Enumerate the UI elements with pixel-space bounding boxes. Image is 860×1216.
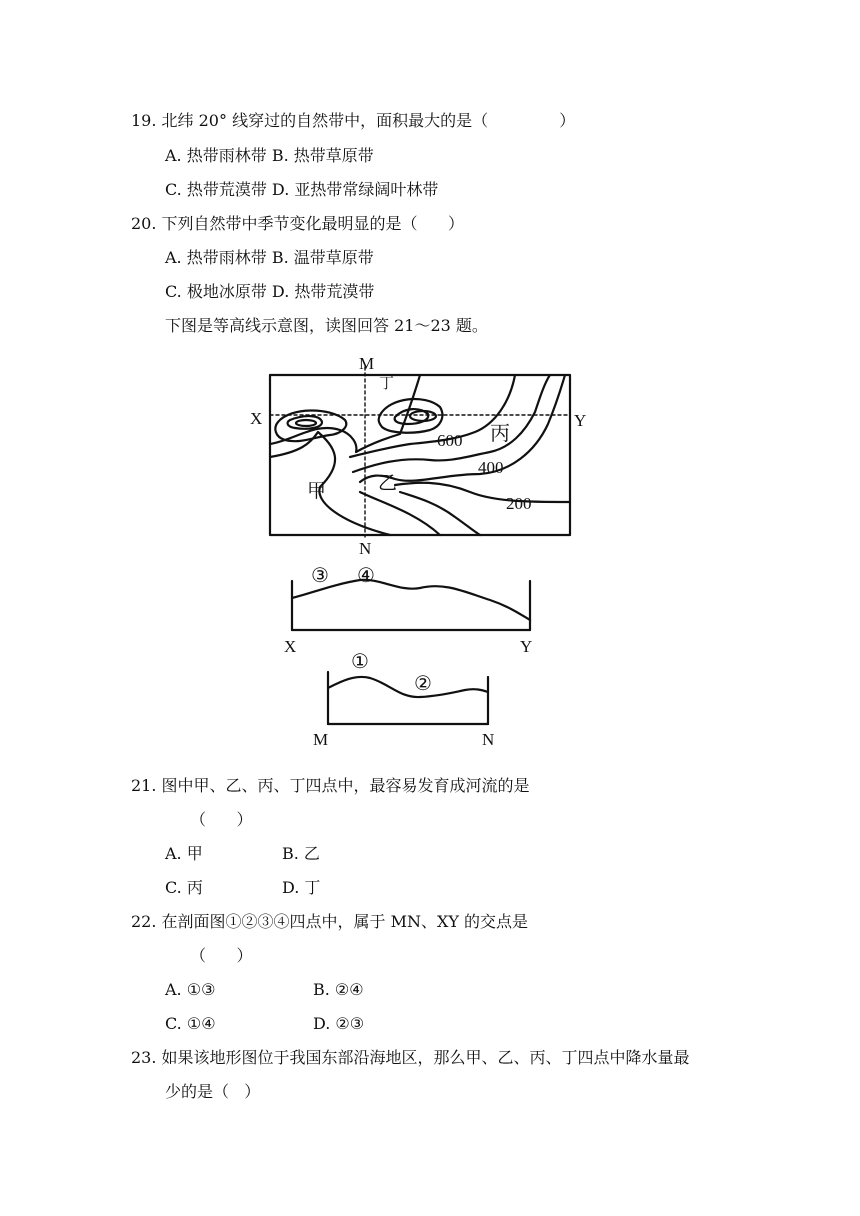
map-label-m: M [359,354,375,373]
xy-profile [292,580,530,630]
xy-profile-label-y: Y [520,637,533,656]
contour-line-outer [270,432,390,535]
map-label-jia: 甲 [307,481,327,502]
map-label-y: Y [574,411,587,430]
contour-label-600: 600 [437,431,463,450]
profile-point-1: ① [351,651,369,673]
profile-point-2: ② [414,673,432,695]
contour-label-200: 200 [506,494,532,513]
question-20-options-line-2: C. 极地冰原带 D. 热带荒漠带 [165,282,375,301]
question-21-option-c: C. 丙 [165,878,203,897]
question-21-option-a: A. 甲 [165,844,203,863]
question-19-options-line-1: A. 热带雨林带 B. 热带草原带 [165,146,374,165]
map-label-x: X [250,409,263,428]
summit-left [296,420,316,426]
question-21-stem: 21. 图中甲、乙、丙、丁四点中，最容易发育成河流的是 [131,776,530,795]
xy-profile-label-x: X [284,637,297,656]
contour-map-figure [240,352,592,752]
question-20-options-line-1: A. 热带雨林带 B. 温带草原带 [165,248,374,267]
map-label-n: N [359,539,372,558]
question-22-option-c: C. ①④ [165,1014,216,1033]
question-19-options-line-2: C. 热带荒漠带 D. 亚热带常绿阔叶林带 [165,180,439,199]
map-label-ding: 丁 [379,376,395,392]
profile-point-4: ④ [357,565,375,587]
question-23-stem: 23. 如果该地形图位于我国东部沿海地区，那么甲、乙、丙、丁四点中降水量最 [131,1048,690,1067]
question-21-option-d: D. 丁 [282,878,321,897]
mn-profile-label-n: N [482,730,495,749]
question-22-option-d: D. ②③ [313,1014,365,1033]
question-23-stem-continued: 少的是（ ） [165,1082,261,1101]
mn-profile [328,672,488,724]
question-21-option-b: B. 乙 [282,844,320,863]
summit-right [410,411,436,421]
contour-label-400: 400 [478,458,504,477]
question-22-option-a: A. ①③ [165,980,216,999]
question-22-option-b: B. ②④ [313,980,364,999]
mn-profile-label-m: M [313,730,329,749]
question-21-answer-paren: （ ） [190,810,253,829]
map-label-yi: 乙 [378,473,398,494]
question-19-stem: 19. 北纬 20° 线穿过的自然带中，面积最大的是（ ） [131,111,576,130]
map-label-bing: 丙 [490,423,510,445]
question-22-answer-paren: （ ） [190,946,253,965]
profile-point-3: ③ [311,565,329,587]
question-22-stem: 22. 在剖面图①②③④四点中，属于 MN、XY 的交点是 [131,912,529,931]
question-20-stem: 20. 下列自然带中季节变化最明显的是（ ） [131,214,465,233]
contour-line-lower [400,492,480,535]
figure-intro-text: 下图是等高线示意图，读图回答 21～23 题。 [165,316,488,335]
